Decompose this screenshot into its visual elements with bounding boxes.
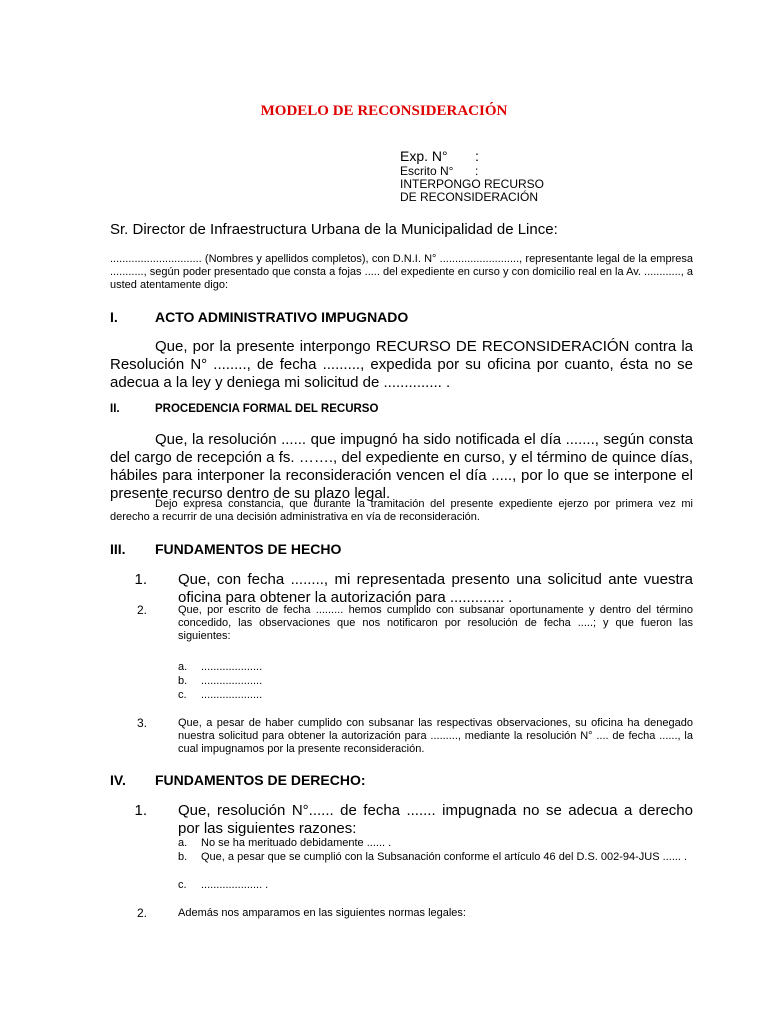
section-3-number: III.	[110, 541, 126, 557]
section-3-sub-a: ....................	[201, 661, 263, 673]
section-2-number: II.	[110, 403, 120, 415]
section-4-sub-b-letter: b.	[178, 851, 188, 863]
section-3-sub-c-letter: c.	[178, 689, 187, 701]
section-4-sub-b: Que, a pesar que se cumplió con la Subsanación conforme el artículo 46 del D.S. 002-94-JUS ...... .	[201, 851, 688, 863]
section-1-number: I.	[110, 309, 118, 325]
exp-line-4: DE RECONSIDERACIÓN	[400, 190, 539, 204]
section-4-item-1-number: 1.	[134, 802, 147, 819]
addressee: Sr. Director de Infraestructura Urbana de la Municipalidad de Lince:	[110, 221, 558, 238]
exp-label: Exp. N°	[400, 148, 448, 164]
section-3-item-1: Que, con fecha ........, mi representada presento una solicitud ante vuestra oficina para obtener la autorización para ............. .	[178, 571, 693, 606]
section-4-number: IV.	[110, 772, 126, 788]
document-title: MODELO DE RECONSIDERACIÓN	[260, 103, 508, 119]
section-4-sub-a: No se ha merituado debidamente ...... .	[201, 837, 392, 849]
section-4-heading: FUNDAMENTOS DE DERECHO:	[155, 772, 366, 788]
section-1-heading: ACTO ADMINISTRATIVO IMPUGNADO	[155, 309, 409, 325]
intro-paragraph: .............................. (Nombres y apellidos completos), con D.N.I. N° .........................., representante legal de la empresa ..........., según poder presentado que consta a fojas ..... del expediente en curso y con domicilio real en la Av. ............, a usted atentamente digo:	[110, 253, 693, 291]
escrito-colon: :	[475, 164, 479, 178]
section-3-item-2: Que, por escrito de fecha ......... hemos cumplido con subsanar oportunamente y dentro del término concedido, las observaciones que nos notificaron por resolución de fecha .....; y que fueron las siguientes:	[178, 604, 693, 642]
section-3-heading: FUNDAMENTOS DE HECHO	[155, 541, 342, 557]
exp-colon: :	[475, 148, 479, 164]
section-3-sub-a-letter: a.	[178, 661, 188, 673]
section-4-sub-a-letter: a.	[178, 837, 188, 849]
section-4-item-1: Que, resolución N°...... de fecha ....... impugnada no se adecua a derecho por las siguientes razones:	[178, 802, 693, 837]
section-3-sub-c: ....................	[201, 689, 263, 701]
section-4-sub-c: .................... .	[201, 879, 269, 891]
section-3-item-3: Que, a pesar de haber cumplido con subsanar las respectivas observaciones, su oficina ha denegado nuestra solicitud para obtener la autorización para ........., mediante la resolución N° .... de fecha ......, la cual impugnamos por la presente reconsideración.	[178, 717, 693, 755]
section-2-paragraph-1: Que, la resolución ...... que impugnó ha sido notificada el día ......., según consta del cargo de recepción a fs. ……., del expediente en curso, y el término de quince días, hábiles para interponer la reconsideración vencen el día ....., por lo que se interpone el presente recurso dentro de su plazo legal.	[110, 431, 693, 502]
section-3-item-3-number: 3.	[136, 716, 147, 730]
section-1-paragraph: Que, por la presente interpongo RECURSO DE RECONSIDERACIÓN contra la Resolución N° ........, de fecha ........., expedida por su oficina por cuanto, ésta no se adecua a la ley y deniega mi solicitud de .............. .	[110, 338, 693, 391]
escrito-label: Escrito N°	[400, 164, 454, 178]
section-4-sub-c-letter: c.	[178, 879, 187, 891]
section-3-item-1-number: 1.	[134, 571, 147, 588]
section-4-item-2-number: 2.	[136, 906, 147, 920]
section-3-item-2-number: 2.	[136, 603, 147, 617]
section-2-paragraph-2: Dejo expresa constancia, que durante la tramitación del presente expediente ejerzo por primera vez mi derecho a recurrir de una decisión administrativa en vía de reconsideración.	[110, 498, 693, 523]
section-3-sub-b: ....................	[201, 675, 263, 687]
case-reference-block	[400, 148, 660, 204]
section-2-heading: PROCEDENCIA FORMAL DEL RECURSO	[155, 403, 379, 415]
section-3-sub-b-letter: b.	[178, 675, 188, 687]
exp-line-3: INTERPONGO RECURSO	[400, 177, 545, 191]
section-4-item-2: Además nos amparamos en las siguientes normas legales:	[178, 907, 466, 919]
